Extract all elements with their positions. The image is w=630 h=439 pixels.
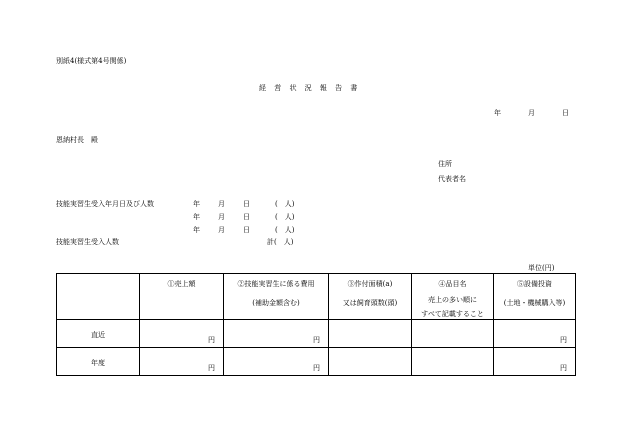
trainee-cost-input-cell[interactable] — [224, 348, 329, 376]
date-row-people: ( 人) — [275, 226, 295, 234]
header-text: (土地・機械購入等) — [503, 299, 566, 307]
date-row-people: ( 人) — [275, 213, 295, 221]
area-input-cell[interactable] — [329, 348, 412, 376]
date-row-people: ( 人) — [275, 200, 295, 208]
date-row-day: 日 — [243, 226, 250, 234]
header-text: (補助金額含む) — [252, 299, 300, 307]
items-input-cell[interactable] — [412, 348, 494, 376]
row-label: 年度 — [91, 359, 105, 367]
document-title: 経 営 状 況 報 告 書 — [259, 84, 361, 92]
items-input-cell[interactable] — [412, 320, 494, 348]
header-text: すべて記載すること — [421, 310, 484, 318]
row-label: 直近 — [91, 331, 105, 339]
report-table — [56, 273, 576, 376]
unit-label: 単位(円) — [528, 264, 555, 272]
date-row-year: 年 — [193, 226, 200, 234]
table-header-row — [57, 274, 576, 320]
investment-input-cell[interactable] — [494, 320, 576, 348]
area-input-cell[interactable] — [329, 320, 412, 348]
date-row-year: 年 — [193, 213, 200, 221]
header-cell-trainee-cost — [224, 274, 329, 320]
attachment-label: 別紙4(様式第4号関係) — [56, 57, 127, 65]
header-cell-area — [329, 274, 412, 320]
trainee-dates-label: 技能実習生受入年月日及び人数 — [56, 200, 154, 208]
date-row-year: 年 — [193, 200, 200, 208]
date-row-month: 月 — [218, 213, 225, 221]
yen-unit: 円 — [208, 364, 215, 372]
date-year: 年 — [494, 109, 501, 117]
yen-unit: 円 — [313, 336, 320, 344]
date-month: 月 — [528, 109, 535, 117]
trainee-cost-input-cell[interactable] — [224, 320, 329, 348]
table-row — [57, 320, 576, 348]
header-text: ①売上額 — [167, 280, 196, 288]
header-cell-blank — [57, 274, 140, 320]
yen-unit: 円 — [560, 364, 567, 372]
yen-unit: 円 — [560, 336, 567, 344]
investment-input-cell[interactable] — [494, 348, 576, 376]
trainee-count-label: 技能実習生受入人数 — [56, 238, 119, 246]
header-cell-investment — [494, 274, 576, 320]
representative-label: 代表者名 — [438, 175, 466, 183]
header-cell-sales — [140, 274, 224, 320]
row-label-cell — [57, 320, 140, 348]
sales-input-cell[interactable] — [140, 320, 224, 348]
yen-unit: 円 — [208, 336, 215, 344]
date-row-day: 日 — [243, 200, 250, 208]
sales-input-cell[interactable] — [140, 348, 224, 376]
header-text: ②技能実習生に係る費用 — [237, 280, 315, 288]
header-text: 売上の多い順に — [428, 296, 477, 304]
date-day: 日 — [562, 109, 569, 117]
date-row-day: 日 — [243, 213, 250, 221]
total-people: 計( 人) — [267, 238, 294, 246]
yen-unit: 円 — [313, 364, 320, 372]
address-label: 住所 — [438, 160, 452, 168]
header-cell-items — [412, 274, 494, 320]
header-text: ④品目名 — [438, 280, 467, 288]
date-row-month: 月 — [218, 226, 225, 234]
addressee: 恩納村長 殿 — [56, 136, 98, 144]
header-text: ⑤設備投資 — [517, 280, 552, 288]
header-text: ③作付面積(a) — [347, 280, 393, 288]
row-label-cell — [57, 348, 140, 376]
date-row-month: 月 — [218, 200, 225, 208]
table-row — [57, 348, 576, 376]
header-text: 又は飼育頭数(頭) — [342, 299, 398, 307]
